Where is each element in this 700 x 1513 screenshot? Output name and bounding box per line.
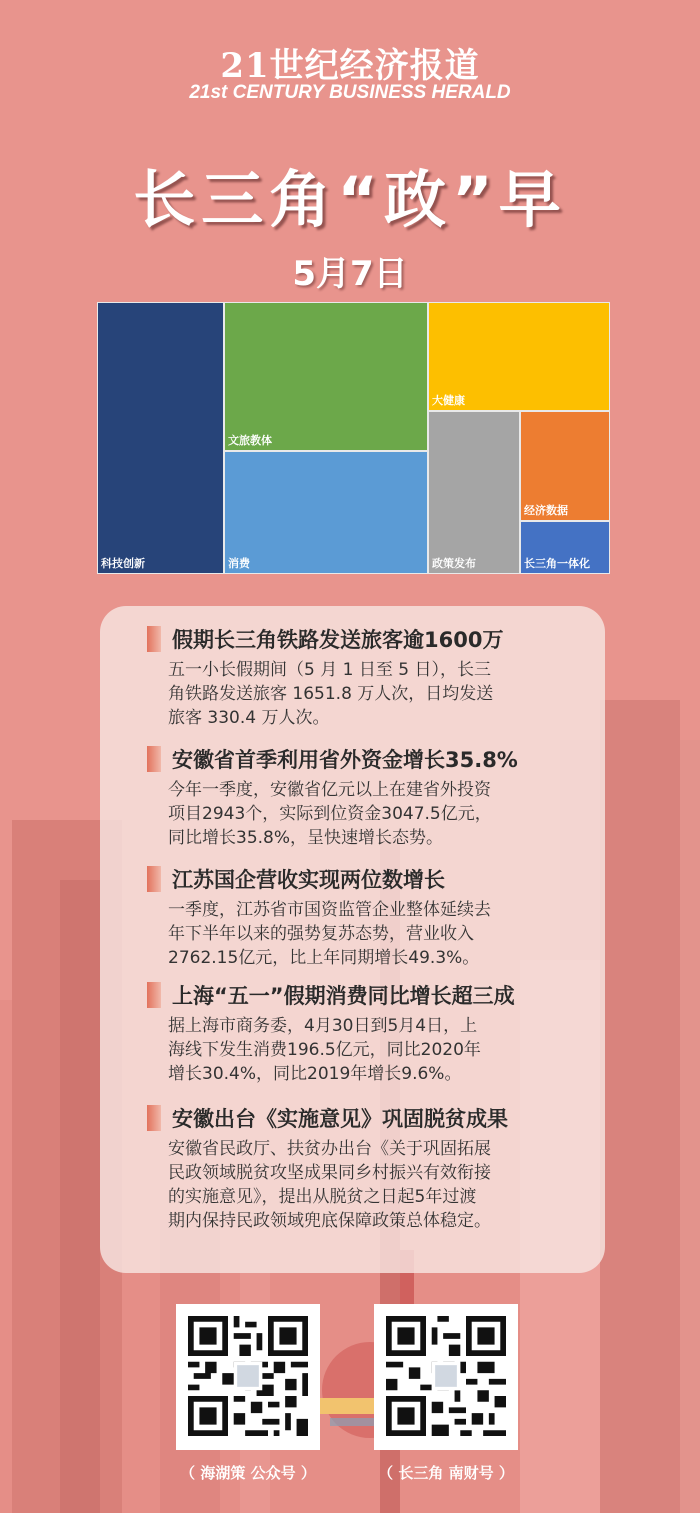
qr-code-icon <box>188 1316 308 1436</box>
topic-treemap <box>97 302 610 574</box>
treemap-label: 消费 <box>228 557 250 570</box>
treemap-label: 大健康 <box>432 394 465 407</box>
treemap-cell-economy <box>520 411 610 521</box>
treemap-label: 经济数据 <box>524 504 568 517</box>
accent-bar <box>147 982 161 1008</box>
treemap-cell-health <box>428 302 610 411</box>
news-body: 据上海市商务委，4月30日到5月4日，上 海线下发生消费196.5亿元，同比2020年 增长30.4%，同比2019年增长9.6%。 <box>168 1016 481 1084</box>
treemap-cell-tech <box>97 302 224 574</box>
qr-code-icon <box>386 1316 506 1436</box>
treemap-label: 文旅教体 <box>228 434 272 447</box>
news-headline: 上海“五一”假期消费同比增长超三成 <box>172 984 515 1008</box>
treemap-cell-culture <box>224 302 428 451</box>
news-headline: 江苏国企营收实现两位数增长 <box>172 868 445 892</box>
qr-card-changsanjiao[interactable] <box>374 1304 518 1450</box>
brand-name-en: 21st CENTURY BUSINESS HERALD <box>189 82 511 103</box>
news-body: 五一小长假期间（5 月 1 日至 5 日），长三 角铁路发送旅客 1651.8 万人次，日均发送 旅客 330.4 万人次。 <box>168 660 494 728</box>
treemap-label: 科技创新 <box>101 557 145 570</box>
news-headline: 安徽省首季利用省外资金增长35.8% <box>172 748 518 772</box>
news-headline: 安徽出台《实施意见》巩固脱贫成果 <box>172 1107 508 1131</box>
news-headline: 假期长三角铁路发送旅客逾1600万 <box>172 628 504 652</box>
qr-caption-changsanjiao: （ 长三角 南财号 ） <box>378 1464 514 1482</box>
treemap-cell-consumption <box>224 451 428 574</box>
treemap-label: 政策发布 <box>432 557 476 570</box>
accent-bar <box>147 1105 161 1131</box>
qr-caption-haihuce: （ 海湖策 公众号 ） <box>180 1464 316 1482</box>
news-body: 今年一季度，安徽省亿元以上在建省外投资 项目2943个，实际到位资金3047.5亿元， 同比增长35.8%，呈快速增长态势。 <box>168 780 492 848</box>
page-title: 长三角“政”早 <box>133 163 567 236</box>
brand-name-cn: 21世纪经济报道 <box>220 46 480 86</box>
treemap-cell-integration <box>520 521 610 574</box>
accent-bar <box>147 626 161 652</box>
news-panel <box>100 606 605 1273</box>
date-label: 5月7日 <box>292 254 408 294</box>
accent-bar <box>147 866 161 892</box>
news-body: 安徽省民政厅、扶贫办出台《关于巩固拓展 民政领域脱贫攻坚成果同乡村振兴有效衔接 的实施意见》，提出从脱贫之日起5年过渡 期内保持民政领域兜底保障政策总体稳定。 <box>168 1139 491 1231</box>
qr-card-haihuce[interactable] <box>176 1304 320 1450</box>
treemap-cell-policy <box>428 411 520 574</box>
news-body: 一季度，江苏省市国资监管企业整体延续去 年下半年以来的强势复苏态势，营业收入 2762.15亿元，比上年同期增长49.3%。 <box>168 900 491 968</box>
treemap-label: 长三角一体化 <box>524 557 590 570</box>
accent-bar <box>147 746 161 772</box>
